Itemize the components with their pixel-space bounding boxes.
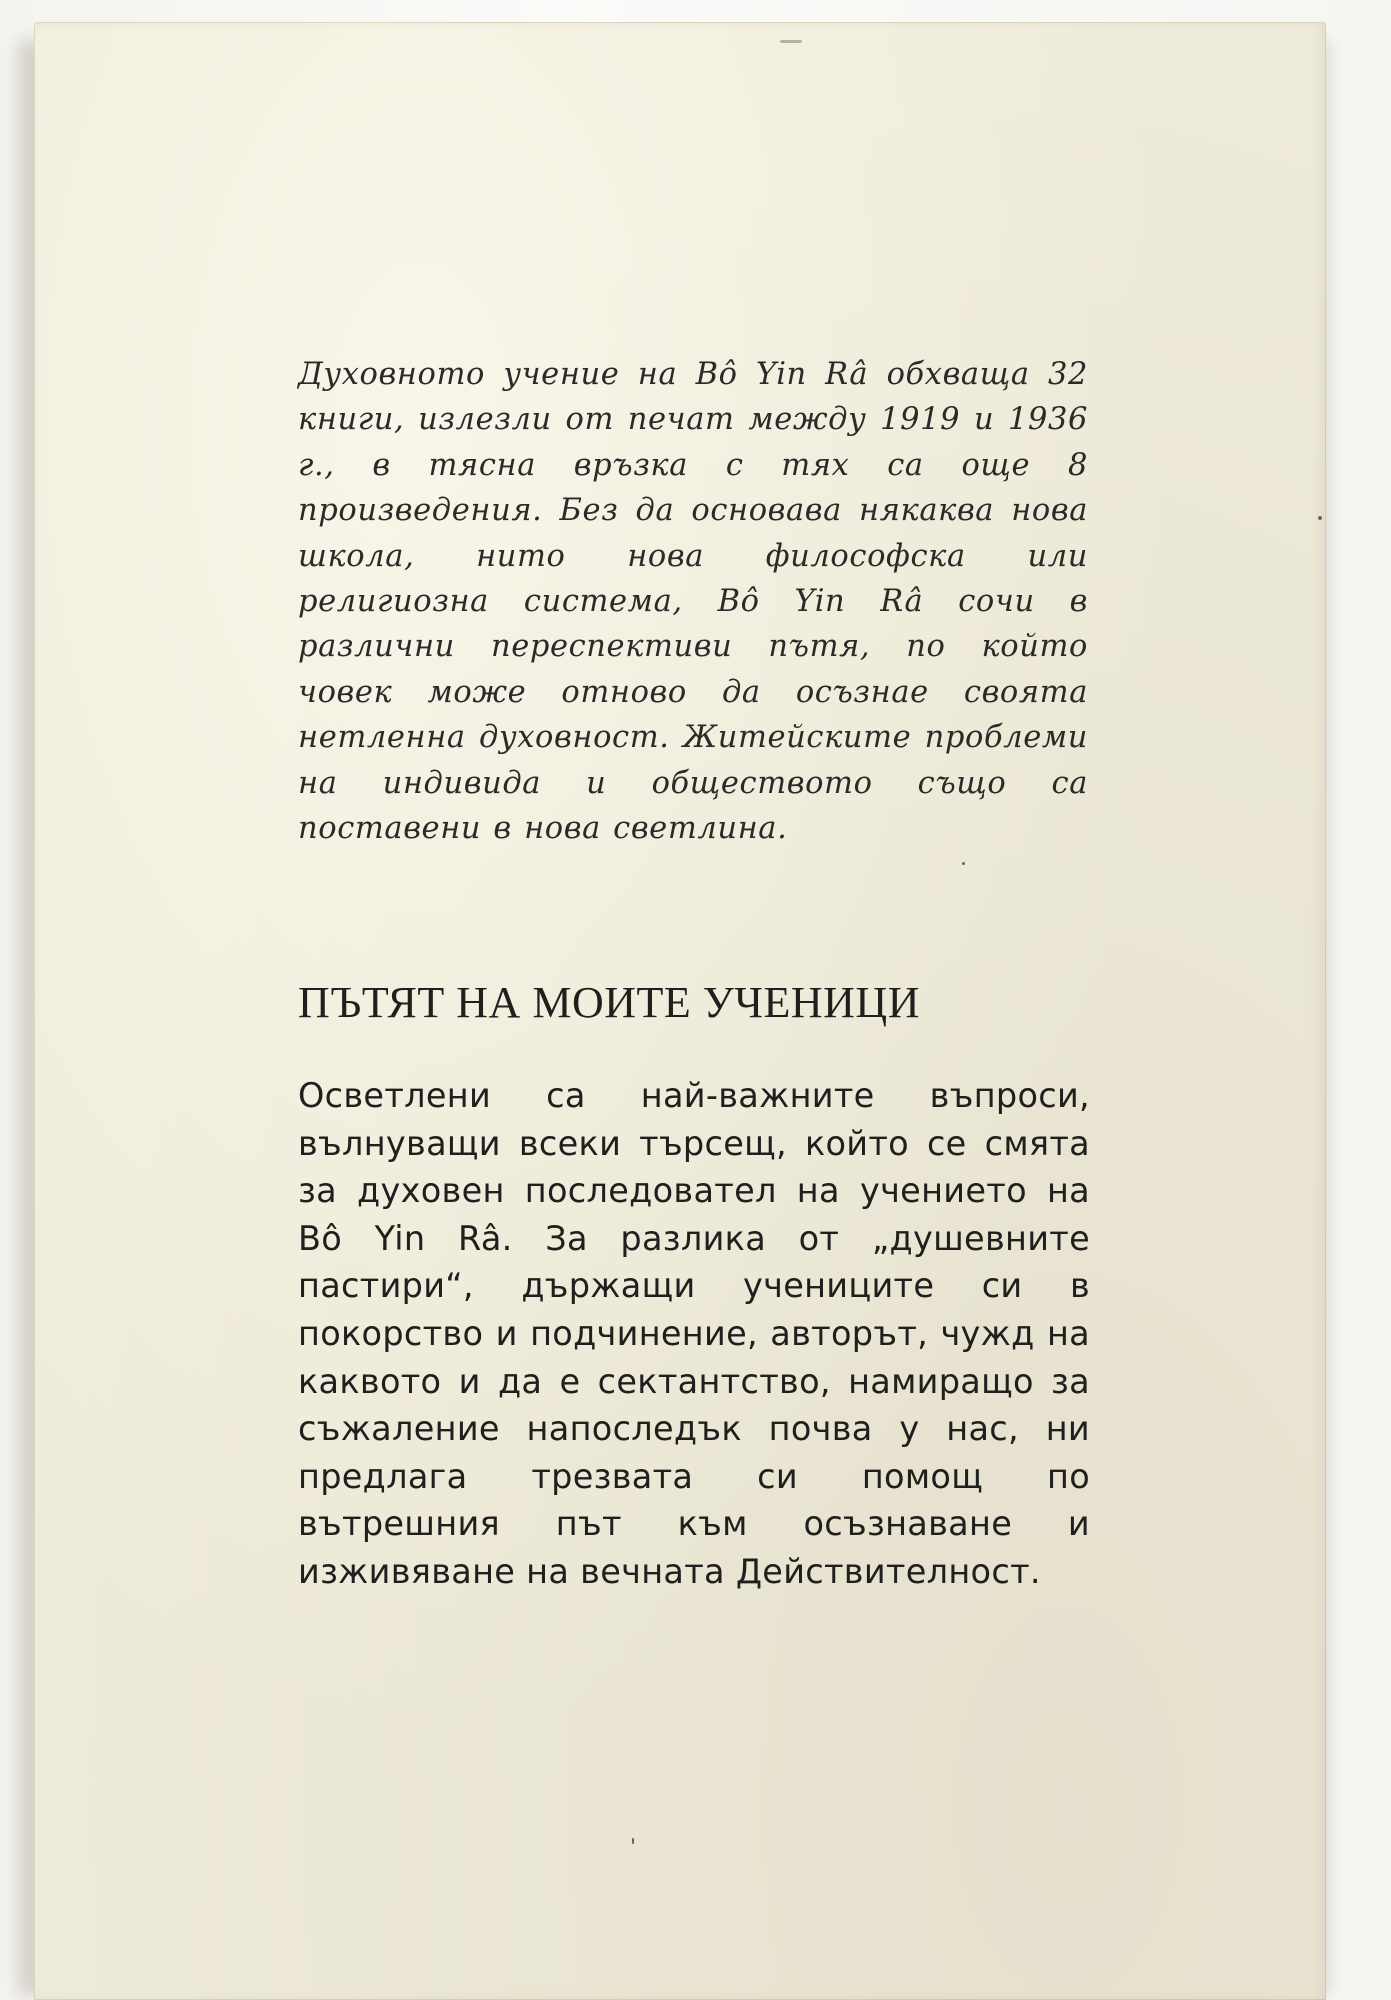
paper-speck — [780, 40, 802, 43]
section-title: ПЪТЯТ НА МОИТЕ УЧЕНИЦИ — [298, 978, 920, 1027]
cover-blurb: Духовното учение на Bô Yin Râ обхваща 32 книги, излезли от печат между 1919 и 1936 г., в тясна връзка с тях са още 8 произведения. Без да основава някаква нова школа, нито нова философска или религиозна система, Bô Yin Râ сочи в различни переспективи пътя, по който човек може отново да осъзнае своята нетленна духовност. Житейските проблеми на индивида и обществото също са поставени в нова светлина. — [298, 357, 1088, 847]
paper-speck — [632, 1838, 634, 1844]
book-description: Осветлени са най-важните въпроси, вълнуващи всеки търсещ, който се смята за духовен последовател на учението на Bô Yin Râ. За разлика от „душевните пастири“, държащи учениците си в покорство и подчинение, авторът, чужд на каквото и да е сектантство, намиращо за съжаление напоследък почва у нас, ни предлага трезвата си помощ по вътрешния път към осъзнаване и изживяване на вечната Действителност. — [298, 1076, 1090, 1591]
paper-speck — [962, 862, 965, 865]
paper-speck — [1318, 516, 1322, 520]
